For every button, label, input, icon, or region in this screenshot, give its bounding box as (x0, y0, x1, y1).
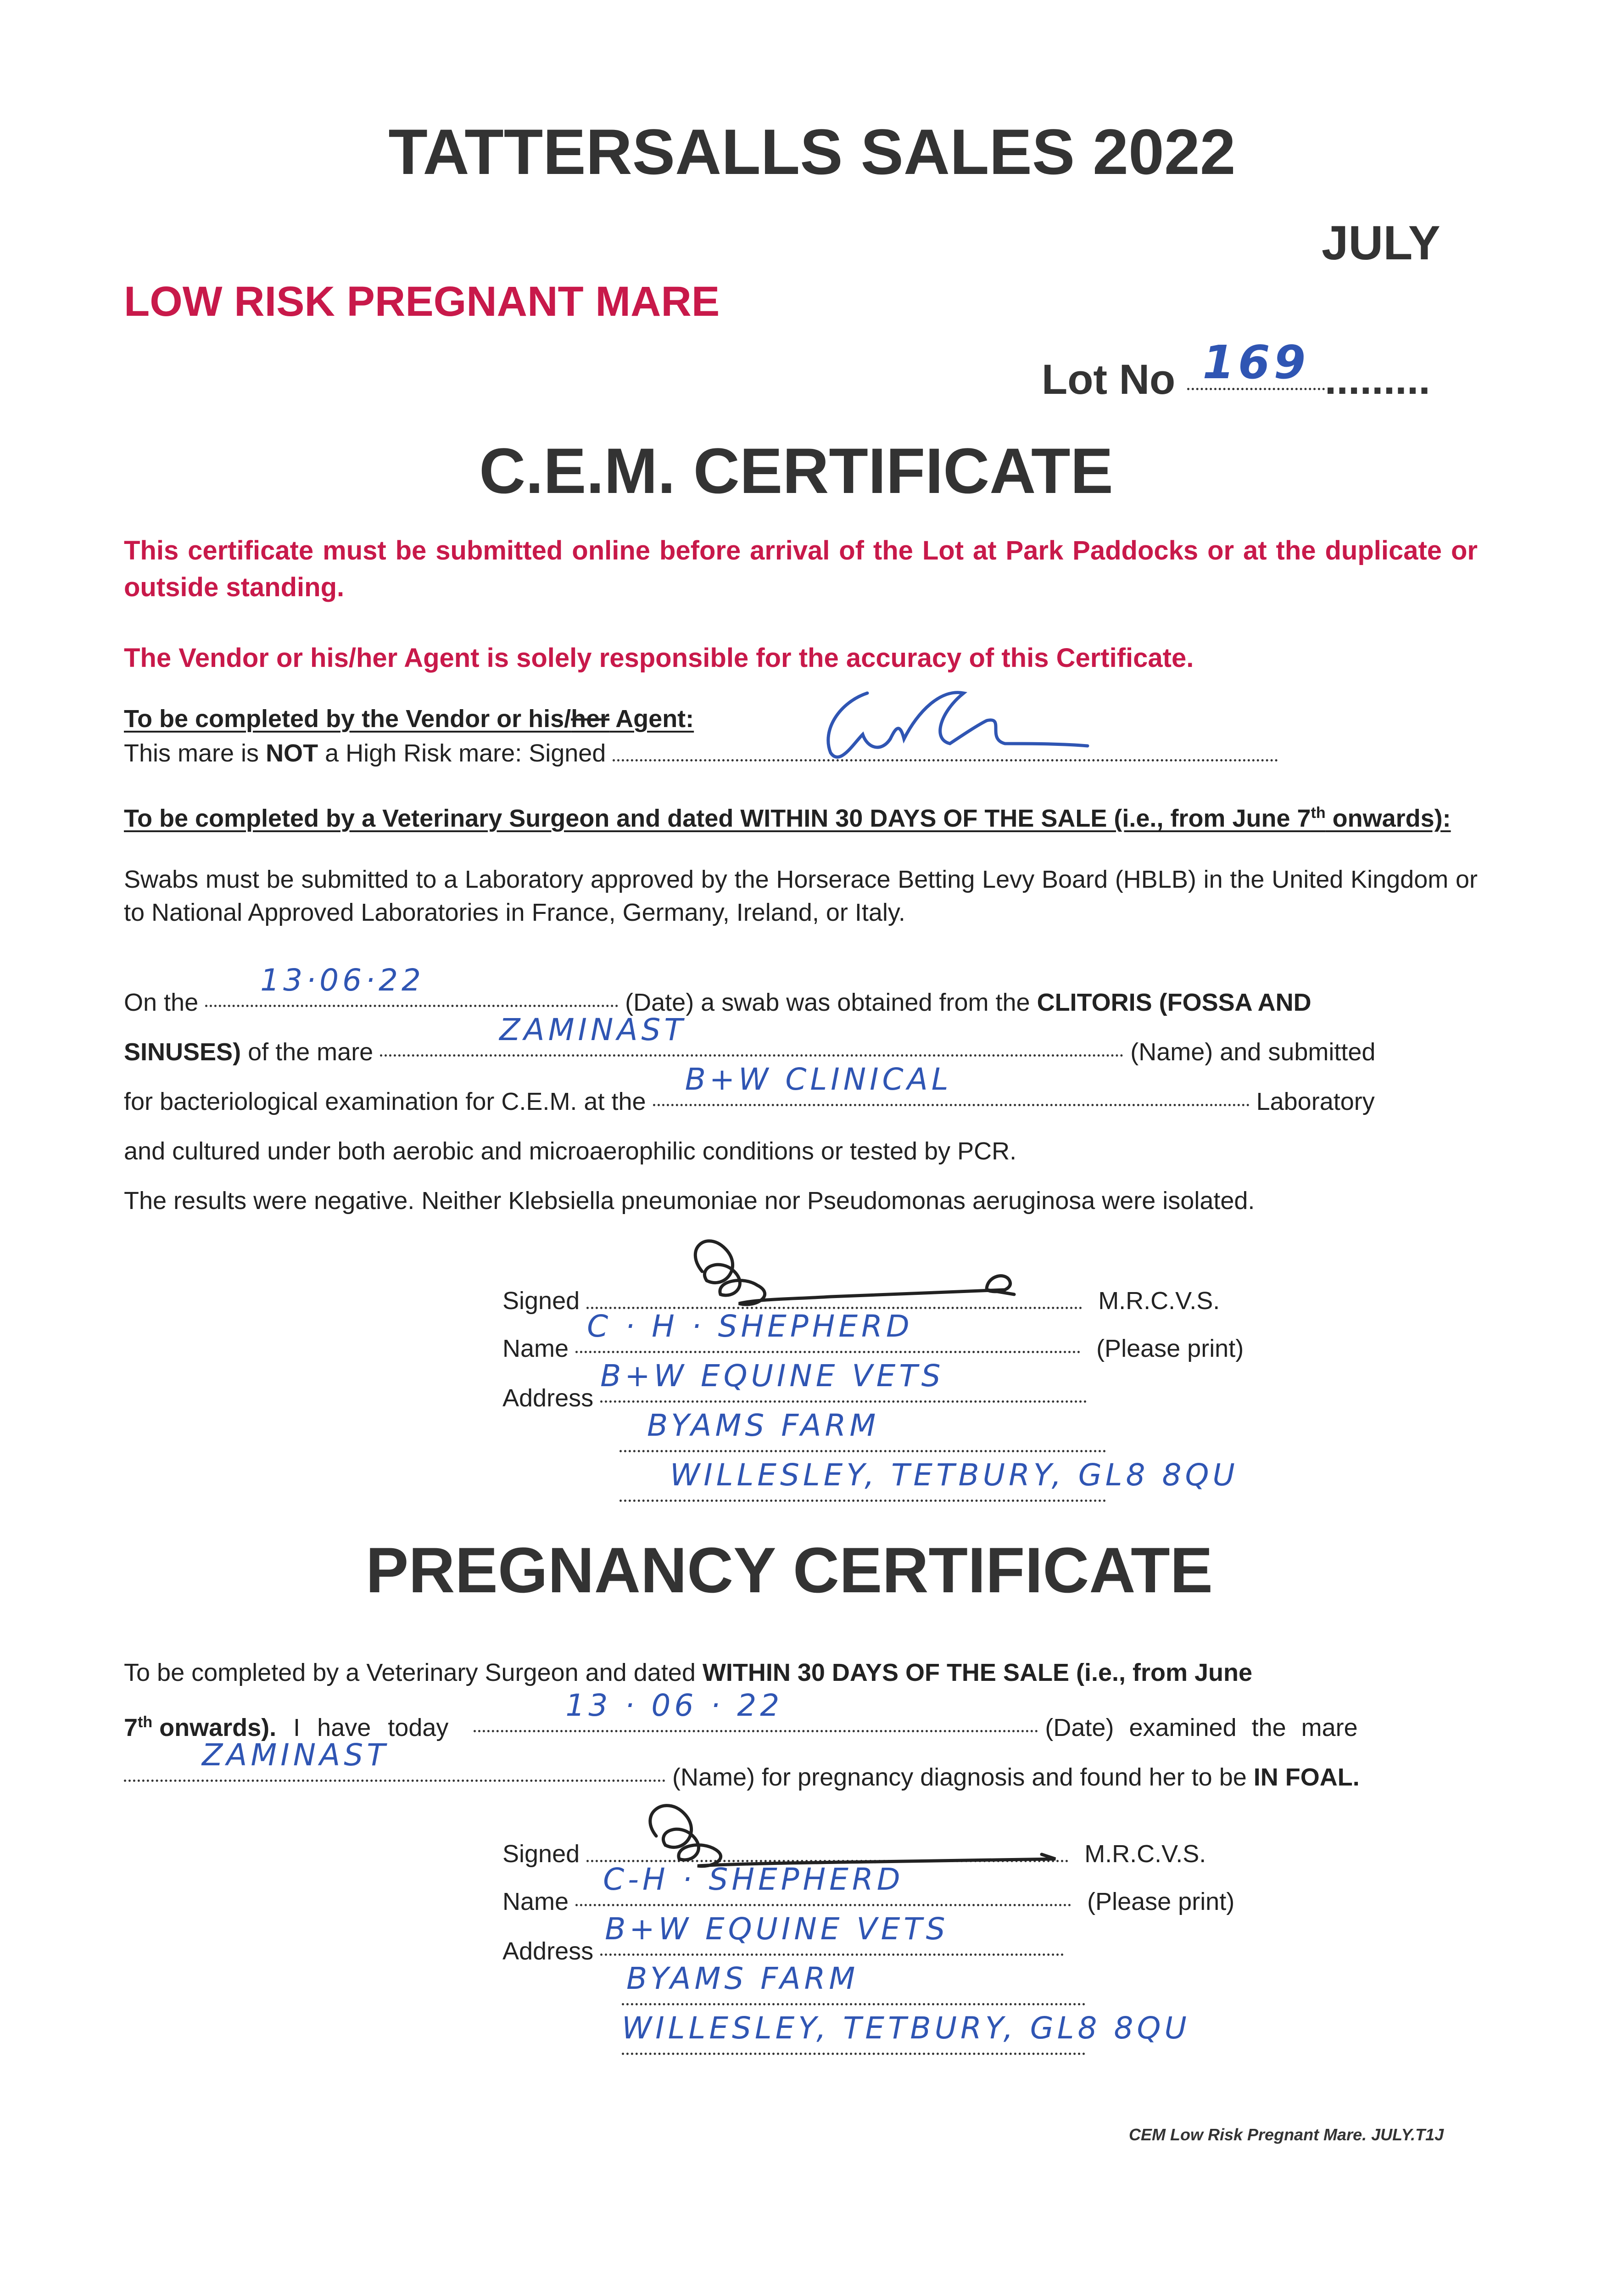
swab-note: Swabs must be submitted to a Laboratory approved by the Horserace Betting Levy Board (HBLB) in the United Kingdom or to National Approved Laboratories in France, Germany, Ireland, or Italy. (124, 866, 1478, 926)
vendor-section-heading: To be completed by the Vendor or his/her Agent: (124, 705, 694, 733)
laboratory-field (653, 1062, 1250, 1110)
cem-signed-row: Signed M.R.C.V.S. (502, 1287, 1220, 1315)
vendor-signature (812, 675, 1097, 767)
cem-address-line-2: BYAMS FARM (647, 1408, 880, 1443)
submission-notice: This certificate must be submitted online before arrival of the Lot at Park Paddocks or at the duplicate or outside standing. (124, 536, 1478, 602)
mare-name-value: ZAMINAST (499, 1012, 686, 1047)
pregnancy-vet-name: C-H · SHEPHERD (603, 1862, 904, 1897)
pregnancy-vet-signature (619, 1790, 1069, 1873)
cem-statement: On the 13·06·22 (Date) a swab was obtained from the CLITORIS (FOSSA AND SINUSES) of the mare ZAMINAST (Name) and submitted for bacteriological examination for C.E.M. at the B+W CLINICAL Laboratory and cultured under both aerobic and microaerophilic conditions or tested by PCR. The results were negative. Neither Klebsiella pneumoniae nor Pseudomonas aeruginosa were isolated. (124, 978, 1478, 1226)
struck-text: her (571, 705, 610, 733)
lot-label: Lot No (1042, 356, 1176, 403)
cem-heading: C.E.M. CERTIFICATE (479, 435, 1113, 507)
vendor-declaration: This mare is NOT a High Risk mare: Signed (124, 739, 1278, 767)
pregnancy-address-line-3: WILLESLEY, TETBURY, GL8 8QU (622, 2010, 1190, 2046)
pregnancy-address-line-2: BYAMS FARM (626, 1961, 859, 1996)
lot-number-value: 169 (1202, 336, 1310, 389)
pregnancy-address-row: Address B+W EQUINE VETS (502, 1926, 1234, 1976)
cem-vet-name: C · H · SHEPHERD (587, 1309, 913, 1344)
lot-number-field (1187, 336, 1325, 394)
pregnancy-mare-field (124, 1737, 665, 1786)
laboratory-value: B+W CLINICAL (685, 1062, 952, 1097)
pregnancy-heading: PREGNANCY CERTIFICATE (365, 1534, 1213, 1606)
pregnancy-mare-value: ZAMINAST (202, 1737, 389, 1773)
pregnancy-signed-row: Signed M.R.C.V.S. (502, 1840, 1206, 1868)
vet-section-heading: To be completed by a Veterinary Surgeon and dated WITHIN 30 DAYS OF THE SALE (i.e., from June 7th onwards): (124, 804, 1451, 832)
pregnancy-date-value: 13 · 06 · 22 (565, 1688, 783, 1723)
cem-address-line-1: B+W EQUINE VETS (600, 1358, 944, 1394)
page-title: TATTERSALLS SALES 2022 (388, 116, 1236, 188)
sale-month: JULY (1322, 216, 1440, 270)
cem-vet-signature (656, 1221, 1069, 1322)
pregnancy-address-line-1: B+W EQUINE VETS (605, 1911, 949, 1947)
cem-name-row: Name C · H · SHEPHERD (Please print) (502, 1324, 1244, 1373)
cem-address-row: Address B+W EQUINE VETS (502, 1373, 1244, 1423)
form-code: CEM Low Risk Pregnant Mare. JULY.T1J (1129, 2125, 1444, 2144)
certificate-category: LOW RISK PREGNANT MARE (124, 278, 720, 325)
pregnancy-statement: To be completed by a Veterinary Surgeon and dated WITHIN 30 DAYS OF THE SALE (i.e., from June 7th onwards). I have today 13 · 06 · 22 (Date) examined the mare ZAMINAST (Name) for pregnancy diagnosis and found her to be IN FOAL. (124, 1659, 1360, 1791)
cem-address-line-3: WILLESLEY, TETBURY, GL8 8QU (670, 1457, 1239, 1493)
responsibility-notice: The Vendor or his/her Agent is solely responsible for the accuracy of this Certificate. (124, 643, 1194, 673)
pregnancy-name-row: Name C-H · SHEPHERD (Please print) (502, 1877, 1234, 1926)
lot-trailing-dots: ......... (1324, 356, 1430, 403)
lot-number-line (1042, 336, 1430, 404)
swab-date-value: 13·06·22 (260, 963, 425, 998)
